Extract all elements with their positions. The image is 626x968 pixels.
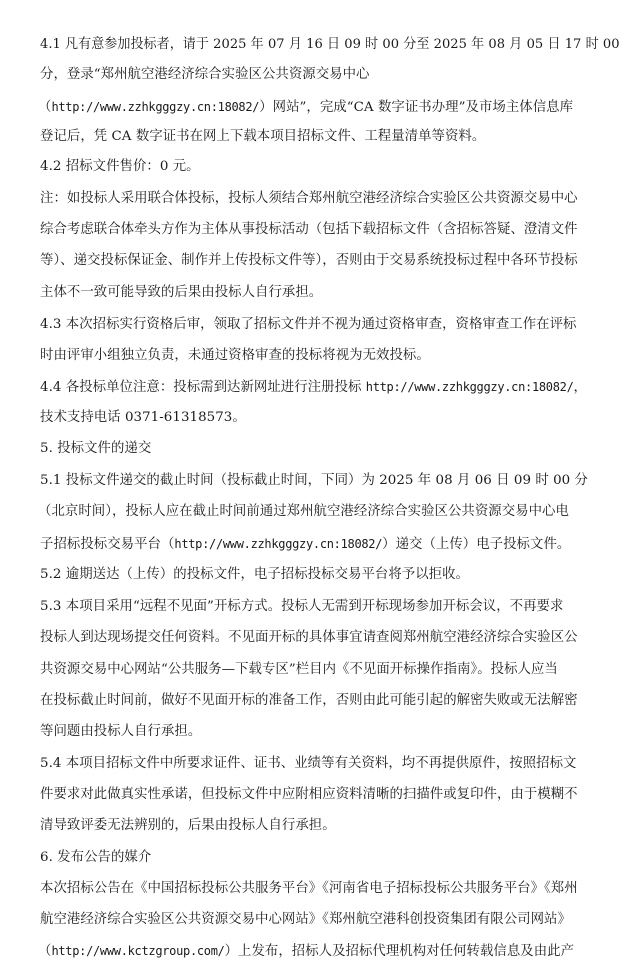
para-5-1-line-3 (40, 535, 570, 554)
section-5-heading: 5. 投标文件的递交 (40, 441, 152, 456)
para-5-1-line-3-text: 子招标投标交易平台（ (40, 537, 175, 552)
para-4-4-line-1-tail: ， (573, 380, 587, 395)
registration-url-link[interactable]: http://www.zzhkgggzy.cn:18082/ (365, 380, 574, 394)
note-line-1: 注：如投标人采用联合体投标，投标人须结合郑州航空港经济综合实验区公共资源交易中心 (40, 191, 578, 206)
para-5-1-line-1: 5.1 投标文件递交的截止时间（投标截止时间，下同）为 2025 年 08 月 06 日 09 时 00 分 (40, 473, 588, 488)
para-5-3-line-2: 投标人到达现场提交任何资料。不见面开标的具体事宜请查阅郑州航空港经济综合实验区公 (40, 630, 578, 645)
para-5-3-line-5: 等问题由投标人自行承担。 (40, 724, 202, 739)
para-4-3-line-2: 时由评审小组独立负责，未通过资格审查的投标将视为无效投标。 (40, 348, 430, 363)
para-4-1-line-4: 登记后，凭 CA 数字证书在网上下载本项目招标文件、工程量清单等资料。 (40, 129, 486, 144)
para-6-line-3-tail: ）上发布，招标人及招标代理机构对任何转载信息及由此产 (224, 944, 575, 959)
note-line-3: 等）、递交投标保证金、制作并上传投标文件等），否则由于交易系统投标过程中各环节投标 (40, 253, 578, 268)
para-4-3-line-1: 4.3 本次招标实行资格后审，领取了招标文件并不视为通过资格审查，资格审查工作在评标 (40, 317, 577, 332)
para-4-4-line-1-text: 4.4 各投标单位注意：投标需到达新网址进行注册投标 (40, 380, 366, 395)
para-5-4-line-1: 5.4 本项目招标文件中所要求证件、证书、业绩等有关资料，均不再提供原件，按照招标文 (40, 756, 577, 771)
paren-open-2: （ (38, 944, 52, 959)
para-5-1-line-2: （北京时间），投标人应在截止时间前通过郑州航空港经济综合实验区公共资源交易中心电 (38, 504, 569, 519)
para-5-4-line-3: 清导致评委无法辨别的，后果由投标人自行承担。 (40, 818, 336, 833)
para-5-2: 5.2 逾期送达（上传）的投标文件，电子招标投标交易平台将予以拒收。 (40, 567, 469, 582)
para-6-line-2: 航空港经济综合实验区公共资源交易中心网站》《郑州航空港科创投资集团有限公司网站》 (40, 912, 571, 927)
para-4-4-line-1 (40, 378, 587, 397)
para-6-line-1: 本次招标公告在《中国招标投标公共服务平台》《河南省电子招标投标公共服务平台》《郑州 (40, 881, 578, 896)
para-4-1-line-3-tail: ）网站”，完成“CA 数字证书办理”及市场主体信息库 (259, 100, 574, 115)
note-line-4: 主体不一致可能导致的后果由投标人自行承担。 (40, 285, 323, 300)
para-4-2: 4.2 招标文件售价：0 元。 (40, 159, 200, 174)
para-5-1-line-3-tail: ）递交（上传）电子投标文件。 (382, 537, 571, 552)
para-5-4-line-2: 件要求对此做真实性承诺，但投标文件中应附相应资料清晰的扫描件或复印件，由于模糊不 (40, 787, 578, 802)
paren-open: （ (38, 100, 52, 115)
para-5-3-line-3: 共资源交易中心网站“公共服务—下载专区”栏目内《不见面开标操作指南》。投标人应当 (40, 662, 558, 677)
trading-platform-url-link[interactable]: http://www.zzhkgggzy.cn:18082/ (174, 537, 383, 551)
group-website-url-link[interactable]: http://www.kctzgroup.com/ (51, 944, 225, 958)
para-6-line-3 (38, 942, 574, 961)
para-4-1-line-3 (38, 98, 573, 117)
note-line-2: 综合考虑联合体牵头方作为主体从事投标活动（包括下载招标文件（含招标答疑、澄清文件 (40, 222, 578, 237)
para-5-3-line-1: 5.3 本项目采用“远程不见面”开标方式。投标人无需到开标现场参加开标会议，不再要求 (40, 599, 564, 614)
para-5-3-line-4: 在投标截止时间前，做好不见面开标的准备工作，否则由此可能引起的解密失败或无法解密 (40, 693, 578, 708)
para-4-1-line-2: 分，登录“郑州航空港经济综合实验区公共资源交易中心 (40, 67, 370, 82)
trading-center-url-link[interactable]: http://www.zzhkgggzy.cn:18082/ (51, 100, 260, 114)
support-phone: 技术支持电话 0371-61318573。 (40, 410, 246, 425)
section-6-heading: 6. 发布公告的媒介 (40, 850, 152, 865)
para-4-1-line-1: 4.1 凡有意参加投标者，请于 2025 年 07 月 16 日 09 时 00 分至 2025 年 08 月 05 日 17 时 00 (40, 37, 620, 52)
